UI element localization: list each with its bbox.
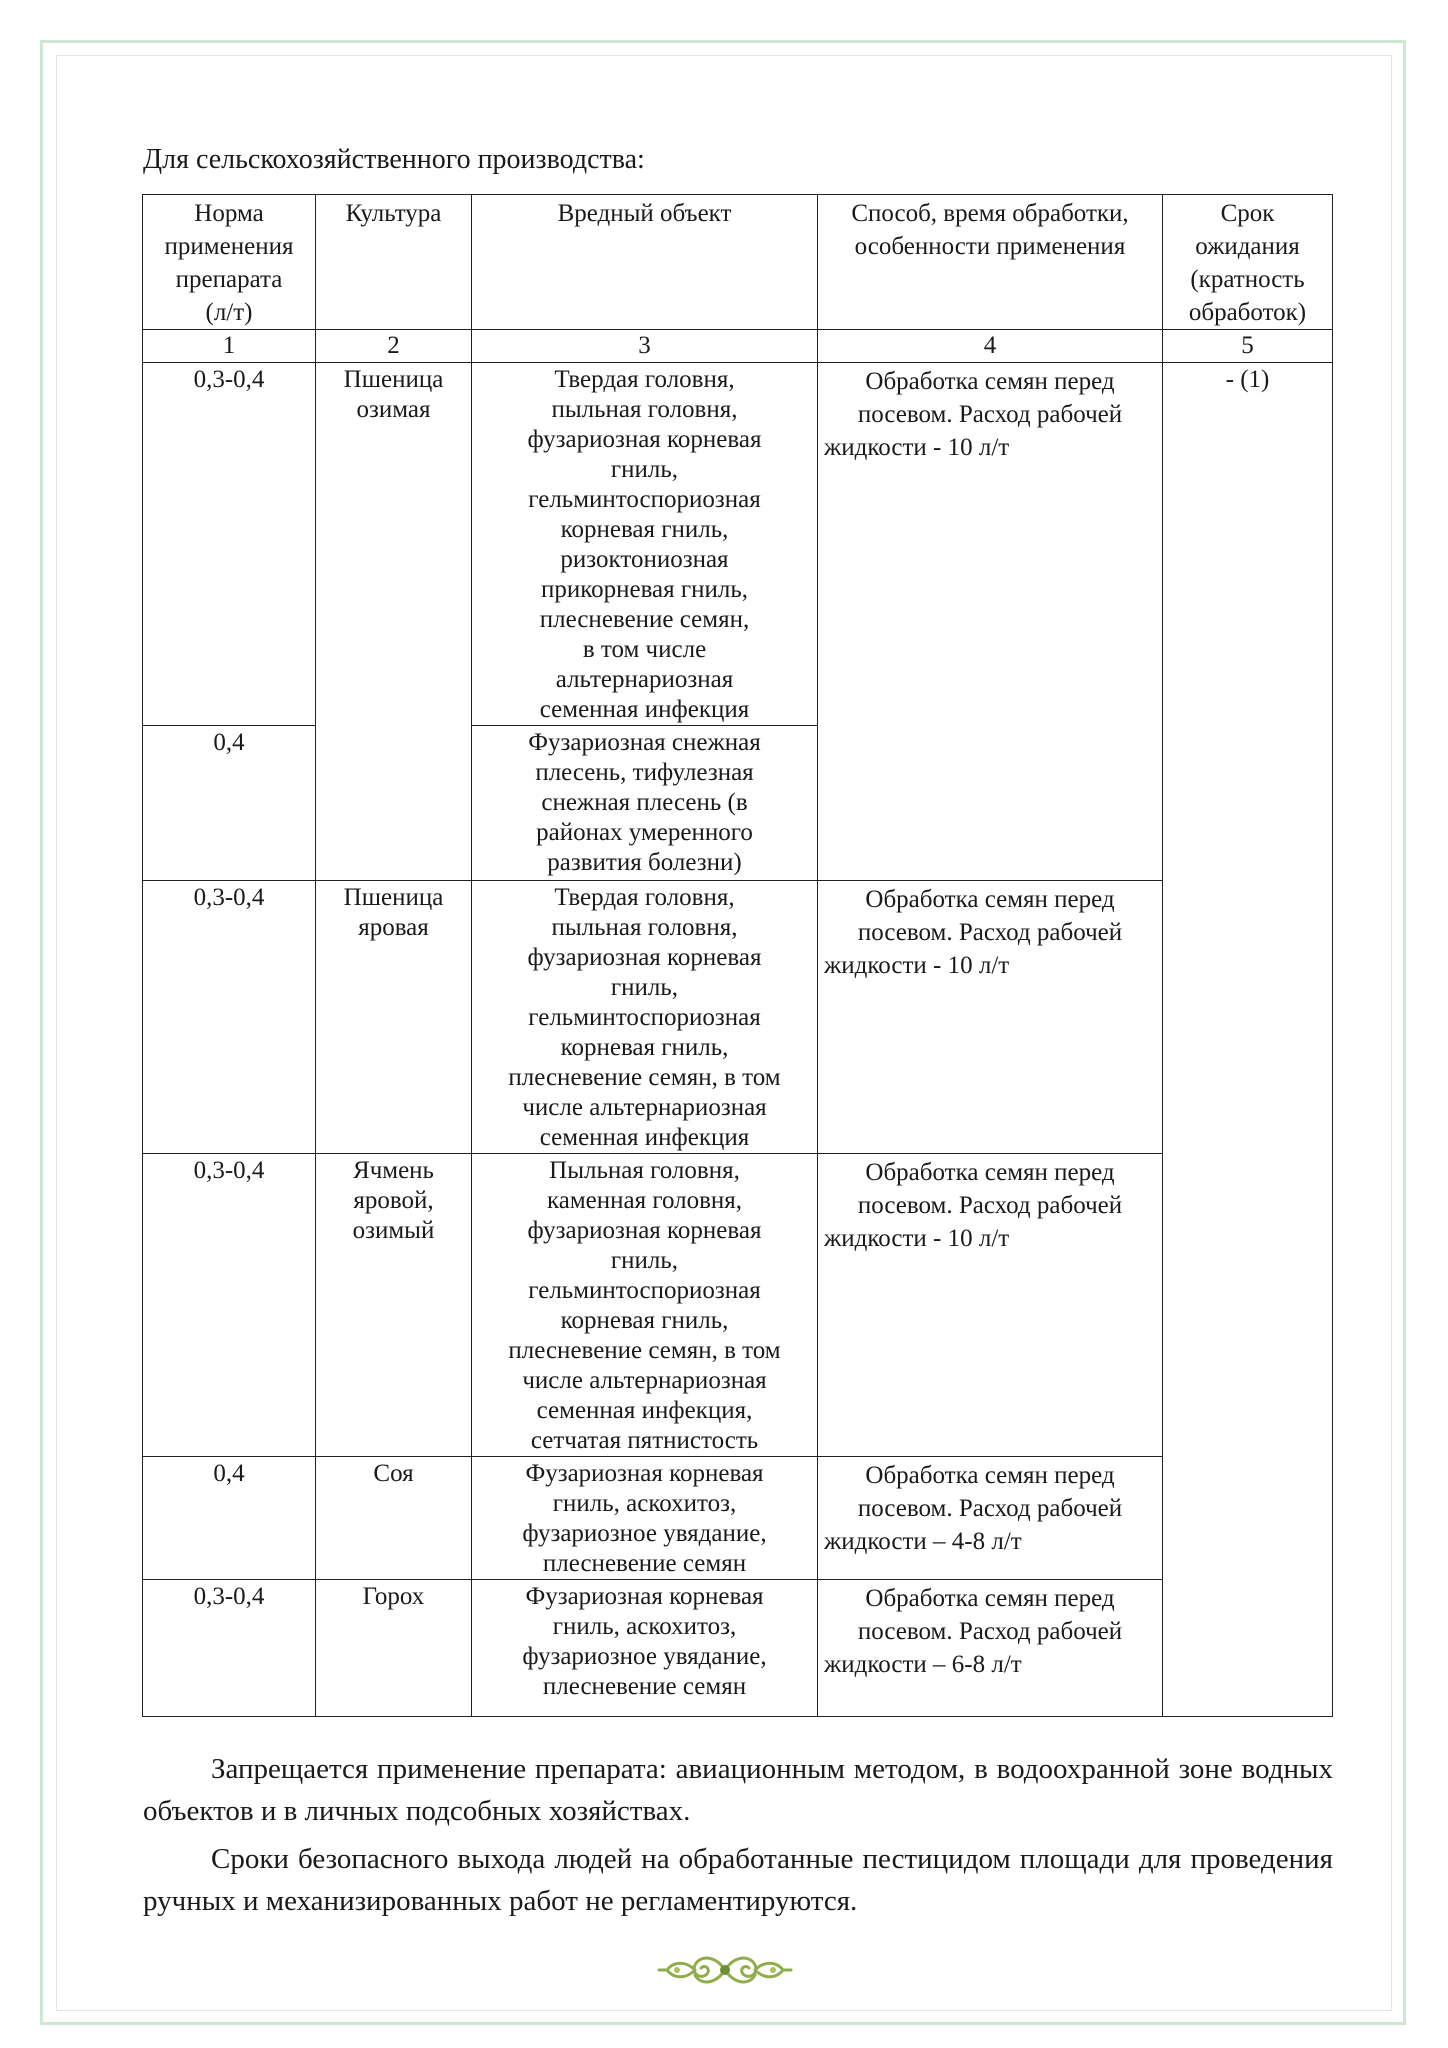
pest-cell: Твердая головня, пыльная головня, фузариозная корневая гниль, гельминтоспориозная корневая гниль, плесневение семян, в том числе альтернариозная семенная инфекция: [472, 881, 818, 1154]
header-term: Срок ожидания (кратность обработок): [1163, 195, 1333, 330]
term-cell: - (1): [1163, 363, 1333, 1717]
pest-cell: Фузариозная снежная плесень, тифулезная снежная плесень (в районах умеренного развития болезни): [472, 726, 818, 881]
pest-cell: Фузариозная корневая гниль, аскохитоз, фузариозное увядание, плесневение семян: [472, 1457, 818, 1580]
decorative-ornament-icon: [655, 1950, 795, 1990]
header-rate: Норма применения препарата (л/т): [143, 195, 316, 330]
rate-cell: 0,3-0,4: [143, 881, 316, 1154]
table-row: [143, 1154, 1333, 1457]
rate-cell: 0,3-0,4: [143, 1580, 316, 1717]
header-culture: Культура: [316, 195, 472, 330]
header-method: Способ, время обработки, особенности применения: [818, 195, 1163, 330]
culture-cell: Соя: [316, 1457, 472, 1580]
header-pest: Вредный объект: [472, 195, 818, 330]
rate-cell: 0,4: [143, 1457, 316, 1580]
method-cell: Обработка семян перед посевом. Расход рабочей жидкости – 6-8 л/т: [818, 1580, 1163, 1717]
method-cell: Обработка семян перед посевом. Расход рабочей жидкости - 10 л/т: [818, 1154, 1163, 1457]
pest-cell: Фузариозная корневая гниль, аскохитоз, фузариозное увядание, плесневение семян: [472, 1580, 818, 1717]
restriction-paragraph: Запрещается применение препарата: авиационным методом, в водоохранной зоне водных объектов и в личных подсобных хозяйствах.: [143, 1753, 1333, 1827]
table-row: [143, 1580, 1333, 1717]
culture-cell: Горох: [316, 1580, 472, 1717]
column-number: 3: [472, 330, 818, 363]
rate-cell: 0,3-0,4: [143, 1154, 316, 1457]
column-number: 1: [143, 330, 316, 363]
section-heading: Для сельскохозяйственного производства:: [143, 144, 645, 175]
column-number: 5: [1163, 330, 1333, 363]
table-row: [143, 1457, 1333, 1580]
table-row: [143, 363, 1333, 726]
application-table: [142, 194, 1333, 1717]
culture-cell: Ячмень яровой, озимый: [316, 1154, 472, 1457]
method-cell: Обработка семян перед посевом. Расход рабочей жидкости - 10 л/т: [818, 363, 1163, 881]
table-row: [143, 881, 1333, 1154]
pest-cell: Твердая головня, пыльная головня, фузариозная корневая гниль, гельминтоспориозная корневая гниль, ризоктониозная прикорневая гниль, плесневение семян, в том числе альтернариозная семенная инфекция: [472, 363, 818, 726]
rate-cell: 0,3-0,4: [143, 363, 316, 726]
column-number: 2: [316, 330, 472, 363]
column-number-row: [143, 330, 1333, 363]
method-cell: Обработка семян перед посевом. Расход рабочей жидкости - 10 л/т: [818, 881, 1163, 1154]
column-number: 4: [818, 330, 1163, 363]
method-cell: Обработка семян перед посевом. Расход рабочей жидкости – 4-8 л/т: [818, 1457, 1163, 1580]
culture-cell: Пшеница яровая: [316, 881, 472, 1154]
safety-paragraph: Сроки безопасного выхода людей на обработанные пестицидом площади для проведения ручных и механизированных работ не регламентируются.: [143, 1843, 1333, 1917]
rate-cell: 0,4: [143, 726, 316, 881]
pest-cell: Пыльная головня, каменная головня, фузариозная корневая гниль, гельминтоспориозная корневая гниль, плесневение семян, в том числе альтернариозная семенная инфекция, сетчатая пятнистость: [472, 1154, 818, 1457]
table-header-row: [143, 195, 1333, 330]
culture-cell: Пшеница озимая: [316, 363, 472, 881]
